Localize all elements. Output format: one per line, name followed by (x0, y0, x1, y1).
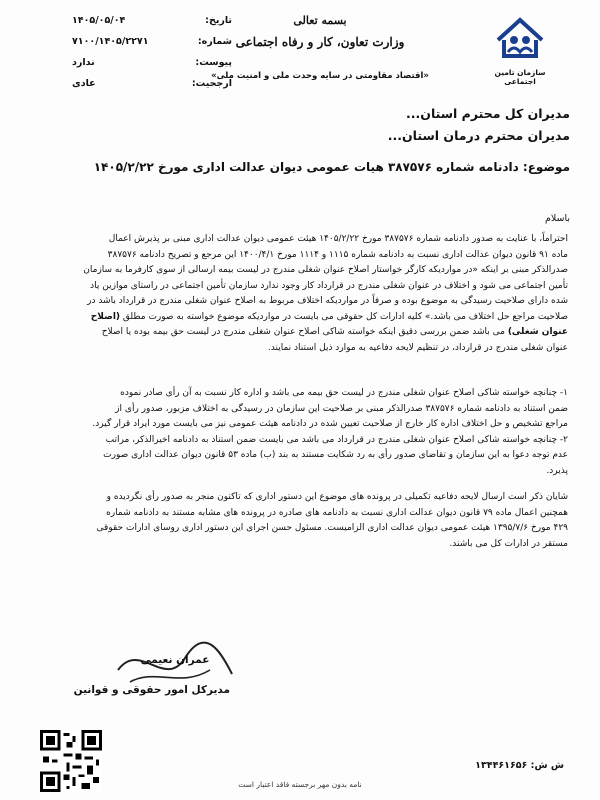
paragraph-text: صلاحیت مراجع حل اختلاف می باشد.» کلیه ادارات کل حقوقی می بایست در مواردیکه موضوع خواسته به صورت مطلق (122, 311, 568, 322)
addressees (388, 106, 570, 150)
paragraph-line: ۱- چنانچه خواسته شاکی اصلاح عنوان شغلی مندرج در لیست حق بیمه می باشد و اداره کار نسبت به آن رأی صادر نموده (120, 388, 568, 398)
signer-title: مدیرکل امور حقوقی و قوانین (73, 684, 230, 696)
logo-emblem-icon (492, 10, 548, 62)
paragraph-line: مستقر در ادارات کل می باشند. (449, 538, 568, 549)
paragraph-line: پذیرد. (546, 465, 568, 476)
paragraph-line: ماده ۹۱ قانون دیوان عدالت اداری نسبت به دادنامه شماره ۱۱۱۵ و ۱۱۱۴ مورخ ۱۴۰۰/۴/۱ این مرجع و تصریح دادنامه ۳۸۷۵۷۶ (107, 249, 568, 260)
paragraph-line: تأمین اجتماعی می شود و اختلاف در عنوان شغلی مندرج در قرارداد کار وجود ندارد سازمان تأمین اجتماعی در راستای موازین یاد (90, 280, 568, 291)
tracking-number: ۱۳۴۴۶۱۶۵۶ (475, 760, 528, 771)
tracking-code (475, 760, 564, 771)
letter-heading (210, 14, 430, 81)
addressee-1: مدیران کل محترم استان... (406, 106, 570, 121)
paragraph-line: ۲- چنانچه خواسته شاکی اصلاح عنوان شغلی مندرج در قرارداد می باشد می بایست ضمن استناد به دادنامه اخیرالذکر، مراتب (105, 434, 568, 445)
attachment-value: ندارد (72, 57, 95, 68)
paragraph-line: صدرالذکر مبنی بر اینکه «در مواردیکه کارگر خواستار اصلاح عنوان شغلی مندرج در لیست بیمه ارسالی از سوی کارفرما به سازمان (83, 265, 568, 275)
attachment-label: پیوست: (195, 57, 232, 68)
number-value: ۷۱۰۰/۱۴۰۵/۲۲۷۱ (72, 36, 149, 47)
date-row (72, 10, 232, 31)
paragraph-3 (40, 490, 568, 552)
signer-name: عمران نعیمی (140, 654, 210, 666)
paragraph-line: عنوان شغلی مندرج در قرارداد، در تنظیم لایحه دفاعیه به موارد ذیل استناد نمایند. (267, 342, 568, 353)
paragraph-2 (40, 386, 568, 479)
number-row (72, 31, 232, 52)
paragraph-line: عدم توجه دعوا به این سازمان و تقاضای صدور رأی به رد شکایت مستند به بند (ب) ماده ۵۳ قانون دیوان عدالت اداری صورت (103, 450, 568, 460)
basmala: بسمه تعالی (293, 14, 347, 27)
paragraph-line: مراجع تشخیص و حل اختلاف اداره کار خارج از صلاحیت تعیین شده در دادنامه هیئت عمومی نیز می بایست مورد ایراد قرار گیرد. (92, 419, 568, 429)
logo-caption: سازمان تامین اجتماعی (494, 68, 546, 86)
priority-label: ارجحیت: (191, 78, 232, 89)
paragraph-line: همچنین اعمال ماده ۷۹ قانون دیوان عدالت اداری نسبت به دادنامه های صادره در پرونده های مشابه مستند به دادنامه شماره (106, 507, 568, 518)
addressee-2: مدیران محترم درمان استان... (387, 128, 570, 143)
number-label: شماره: (197, 36, 232, 47)
paragraph-line: احتراماً، با عنایت به صدور دادنامه شماره ۳۸۷۵۷۶ مورخ ۱۴۰۵/۲/۲۲ هیئت عمومی دیوان عدالت اداری مبنی بر پذیرش اعمال (108, 234, 568, 244)
footer-note: نامه بدون مهر برجسته فاقد اعتبار است (238, 780, 362, 789)
paragraph-line: شده دارای صلاحیت رسیدگی به موضوع بوده و صرفاً در مواردیکه اختلاف مربوط به اصلاح عنوان شغلی مندرج در قرارداد باشد در (87, 296, 568, 306)
paragraph-line (40, 325, 568, 341)
date-label: تاریخ: (205, 15, 232, 26)
qr-code-icon (40, 730, 102, 792)
priority-row (72, 73, 232, 94)
date-value: ۱۴۰۵/۰۵/۰۴ (72, 15, 126, 26)
slogan: «اقتصاد مقاومتی در سایه وحدت ملی و امنیت ملی» (211, 71, 429, 81)
greeting: باسلام (544, 213, 570, 224)
organization-logo (480, 10, 560, 86)
paragraph-line: ضمن استناد به دادنامه شماره ۳۸۷۵۷۶ صدرالذکر مبنی بر صلاحیت این سازمان در رسیدگی به اختلاف مزبور، صدور رأی از (115, 403, 568, 414)
tracking-label: ش ش: (530, 760, 564, 771)
paragraph-1 (40, 232, 568, 356)
paragraph-line (40, 310, 568, 326)
ministry-name: وزارت تعاون، کار و رفاه اجتماعی (235, 35, 405, 49)
bold-phrase: عنوان شغلی) (507, 327, 568, 337)
letter-metadata (72, 10, 232, 94)
paragraph-line: ۴۲۹ مورخ ۱۳۹۵/۷/۶ هیئت عمومی دیوان عدالت اداری الزامیست. مسئول حسن اجرای این دستور اداری روسای ادارات حقوقی (96, 523, 568, 533)
paragraph-line: شایان ذکر است ارسال لایحه دفاعیه تکمیلی در پرونده های موضوع این دستور اداری که تاکنون منجر به صدور رأی نگردیده و (106, 492, 568, 502)
attachment-row (72, 52, 232, 73)
bold-phrase: (اصلاح (90, 311, 121, 322)
letter-subject: موضوع: دادنامه شماره ۳۸۷۵۷۶ هیات عمومی دیوان عدالت اداری مورخ ۱۴۰۵/۲/۲۲ (93, 160, 570, 174)
paragraph-text: می باشد ضمن بررسی دقیق اینکه خواسته شاکی اصلاح عنوان شغلی مندرج در لیست حق بیمه بوده یا اصلاح (101, 327, 505, 337)
priority-value: عادی (72, 78, 96, 89)
signer-block (73, 654, 230, 696)
